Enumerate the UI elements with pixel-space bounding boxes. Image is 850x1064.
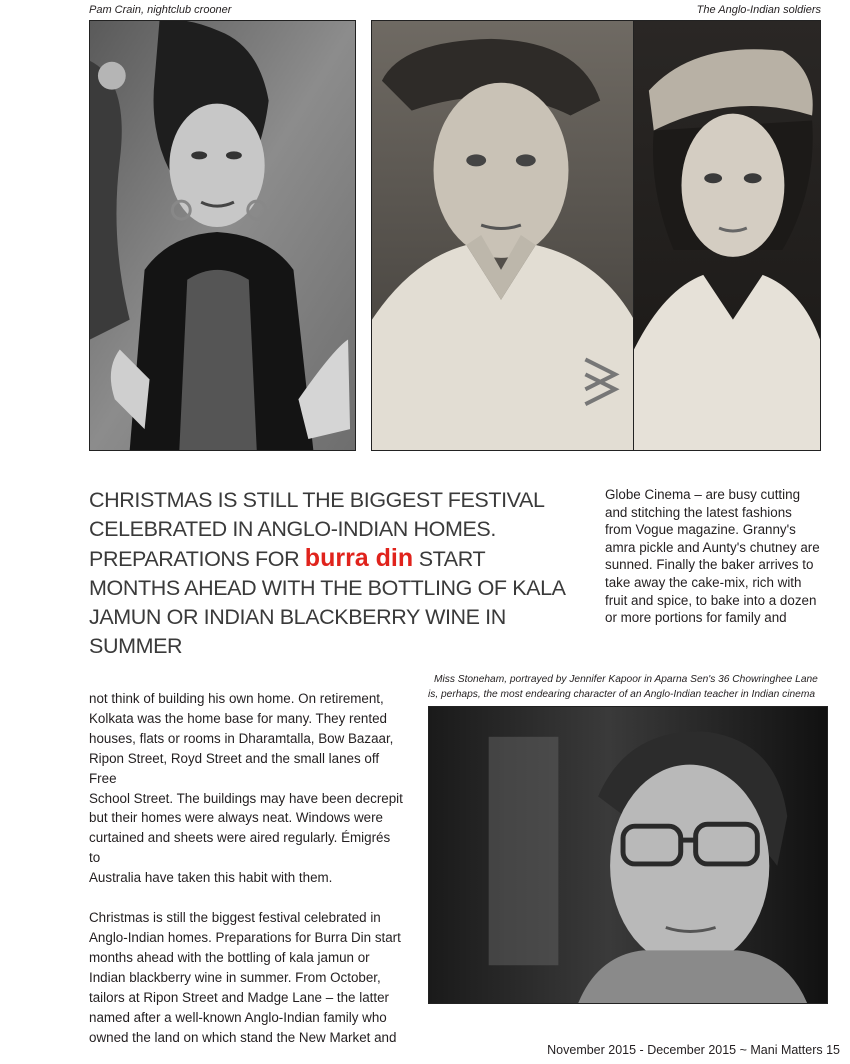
text-line: Indian blackberry wine in summer. From October, <box>89 969 381 985</box>
photo-caption-soldiers: The Anglo-Indian soldiers <box>696 4 821 16</box>
text-line: Globe Cinema – are busy cutting <box>605 487 801 502</box>
text-line: Christmas is still the biggest festival celebrated in <box>89 910 381 926</box>
pull-quote-line: CELEBRATED IN ANGLO-INDIAN HOMES. <box>89 517 496 541</box>
text-line: take away the cake-mix, rich with <box>605 574 802 590</box>
text-line: fruit and spice, to bake into a dozen <box>605 592 817 608</box>
photo-miss-stoneham <box>428 706 828 1004</box>
article-column-right <box>605 486 830 627</box>
text-line: tailors at Ripon Street and Madge Lane – the latter <box>89 989 389 1005</box>
text-line: not think of building his own home. On retirement, <box>89 691 384 706</box>
paragraph <box>89 689 404 888</box>
text-line: School Street. The buildings may have been decrepit <box>89 790 403 806</box>
article-column-left <box>89 689 404 1064</box>
pull-quote-line: MONTHS AHEAD WITH THE BOTTLING OF KALA <box>89 576 566 600</box>
pull-quote-text: PREPARATIONS FOR <box>89 547 305 571</box>
caption-line: is, perhaps, the most endearing character of an Anglo-Indian teacher in Indian cinema <box>428 688 815 700</box>
text-line: houses, flats or rooms in Dharamtalla, Bow Bazaar, <box>89 730 394 746</box>
text-line: months ahead with the bottling of kala jamun or <box>89 949 370 965</box>
text-line: amra pickle and Aunty's chutney are <box>605 539 820 555</box>
pull-quote-line: JAMUN OR INDIAN BLACKBERRY WINE IN SUMMER <box>89 605 506 658</box>
text-line: but their homes were always neat. Windows were <box>89 810 383 826</box>
photo-pam-crain <box>89 20 356 451</box>
text-line: owned the land on which stand the New Market and <box>89 1029 397 1045</box>
text-line: Kolkata was the home base for many. They rented <box>89 710 387 726</box>
text-line: and stitching the latest fashions <box>605 504 792 520</box>
photo-caption-miss-stoneham <box>428 673 830 702</box>
text-line: sunned. Finally the baker arrives to <box>605 557 814 573</box>
photo-soldier-man <box>371 20 635 451</box>
pull-quote-line <box>89 544 589 574</box>
text-line: Ripon Street, Royd Street and the small lanes off Free <box>89 750 380 786</box>
pull-quote-highlight: burra din <box>304 544 414 572</box>
paragraph <box>89 908 404 1047</box>
pull-quote-text: START <box>413 547 486 571</box>
text-line: from Vogue magazine. Granny's <box>605 522 796 538</box>
photo-caption-pam-crain: Pam Crain, nightclub crooner <box>89 4 232 16</box>
text-line: Anglo-Indian homes. Preparations for Burra Din start <box>89 929 401 945</box>
pull-quote-line: CHRISTMAS IS STILL THE BIGGEST FESTIVAL <box>89 488 545 512</box>
text-line: Australia have taken this habit with them. <box>89 870 333 886</box>
text-line: named after a well-known Anglo-Indian family who <box>89 1009 387 1025</box>
photo-soldier-woman <box>633 20 821 451</box>
page-footer: November 2015 - December 2015 ~ Mani Matters 15 <box>547 1043 840 1057</box>
caption-line: Miss Stoneham, portrayed by Jennifer Kapoor in Aparna Sen's 36 Chowringhee Lane <box>434 674 818 685</box>
text-line: curtained and sheets were aired regularly. Émigrés to <box>89 830 391 866</box>
pull-quote <box>89 486 589 661</box>
text-line: or more portions for family and <box>605 610 787 626</box>
